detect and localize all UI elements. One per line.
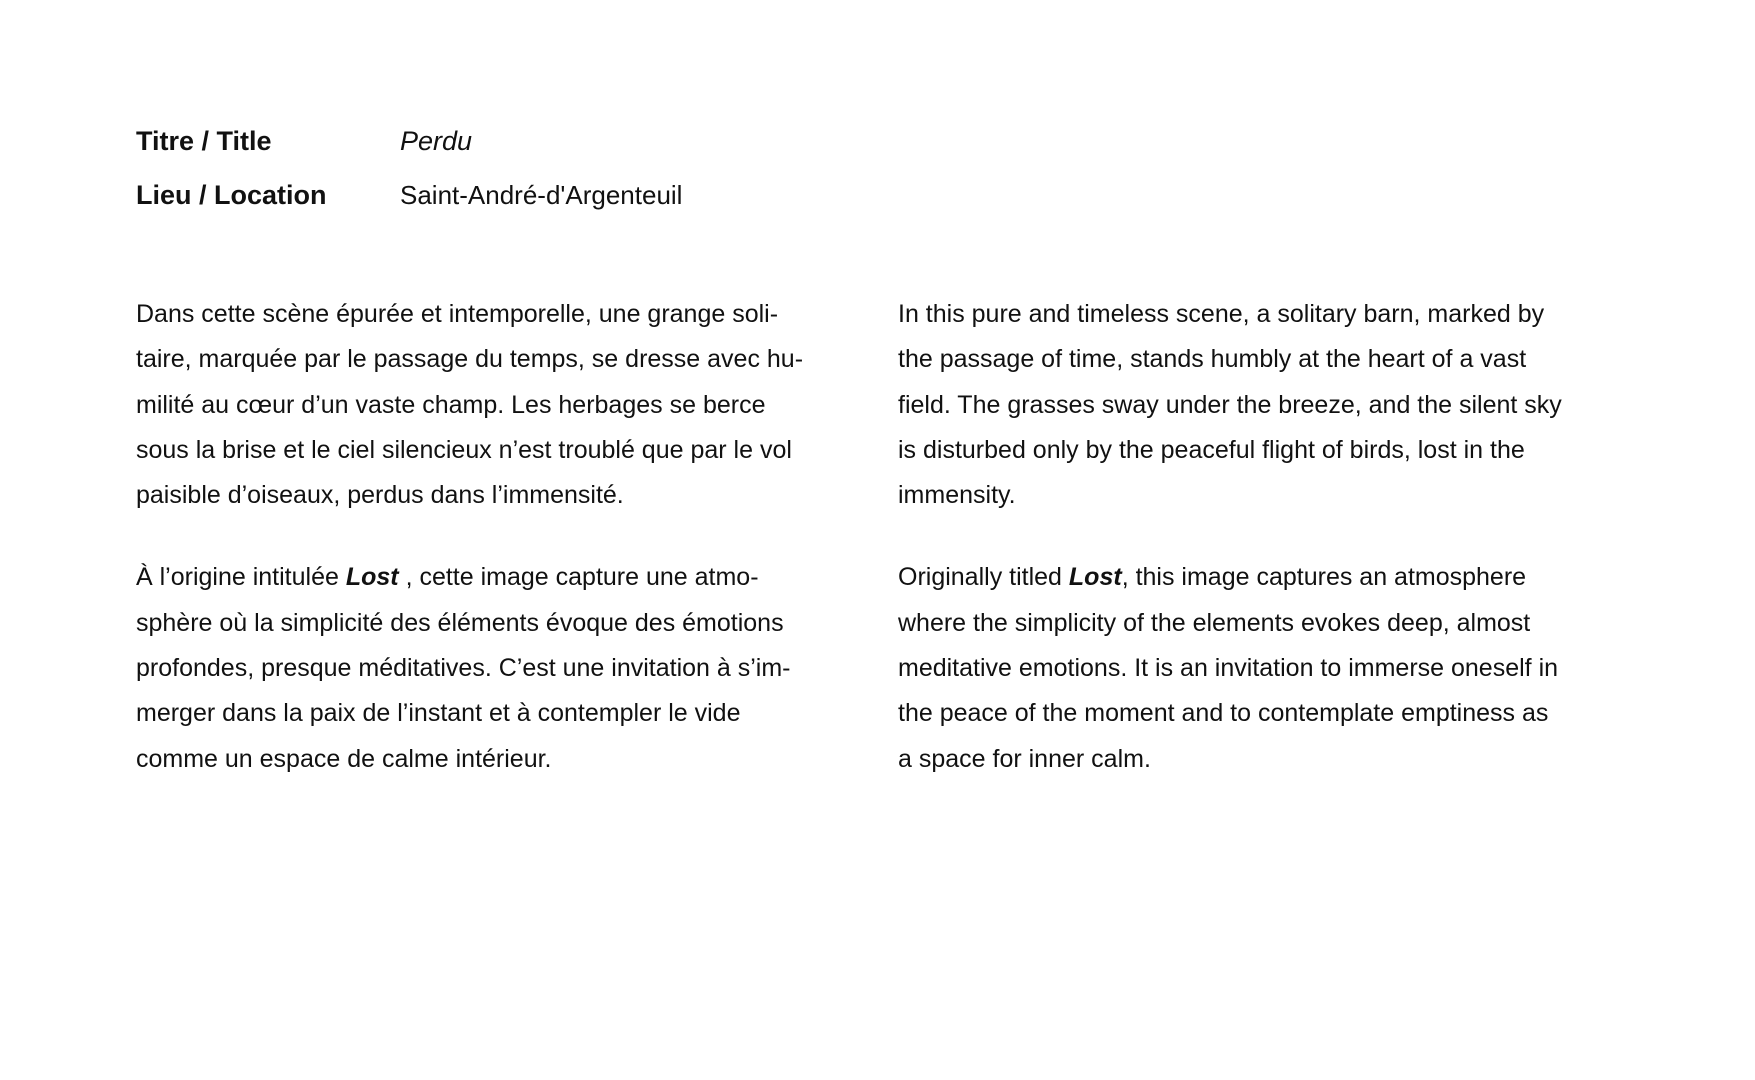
text-segment: Originally titled	[898, 563, 1069, 592]
text-line: meditative emotions. It is an invitation to immerse oneself in	[898, 654, 1559, 683]
location-label: Lieu / Location	[136, 180, 327, 210]
location-row	[136, 180, 682, 234]
text-line: the peace of the moment and to contemplate emptiness as	[898, 699, 1549, 728]
text-line: merger dans la paix de l’instant et à contempler le vide	[136, 699, 741, 728]
text-segment: , cette image capture une atmo-	[398, 563, 759, 592]
french-paragraph-1	[136, 292, 876, 518]
text-line: field. The grasses sway under the breeze, and the silent sky	[898, 390, 1562, 419]
text-line: profondes, presque méditatives. C’est une invitation à s’im-	[136, 654, 791, 683]
text-line: where the simplicity of the elements evokes deep, almost	[898, 608, 1531, 637]
text-line	[898, 555, 1638, 600]
text-line: milité au cœur d’un vaste champ. Les herbages se berce	[136, 390, 766, 419]
text-line	[136, 555, 876, 600]
english-paragraph-2	[898, 555, 1638, 781]
text-segment: À l’origine intitulée	[136, 563, 346, 592]
text-line: sphère où la simplicité des éléments évoque des émotions	[136, 608, 784, 637]
text-segment: , this image captures an atmosphere	[1121, 563, 1527, 592]
text-line: Dans cette scène épurée et intemporelle, une grange soli-	[136, 300, 779, 328]
text-line: taire, marquée par le passage du temps, se dresse avec hu-	[136, 345, 804, 374]
french-column	[136, 292, 876, 782]
text-line: a space for inner calm.	[898, 744, 1151, 773]
original-title-emphasis: Lost	[345, 563, 399, 592]
text-line: the passage of time, stands humbly at the heart of a vast	[898, 345, 1527, 374]
english-paragraph-1	[898, 292, 1638, 518]
artwork-metadata	[136, 126, 682, 234]
french-paragraph-2	[136, 555, 876, 781]
original-title-emphasis: Lost	[1068, 563, 1122, 592]
text-line: comme un espace de calme intérieur.	[136, 744, 552, 773]
text-line: sous la brise et le ciel silencieux n’est troublé que par le vol	[136, 435, 792, 464]
location-value: Saint-André-d'Argenteuil	[400, 180, 683, 210]
title-label: Titre / Title	[136, 126, 272, 156]
english-column	[898, 292, 1638, 782]
text-line: paisible d’oiseaux, perdus dans l’immensité.	[136, 481, 624, 510]
text-line: is disturbed only by the peaceful flight of birds, lost in the	[898, 435, 1525, 464]
title-row	[136, 126, 682, 180]
title-value: Perdu	[400, 126, 473, 156]
text-line: immensity.	[898, 481, 1016, 510]
text-line: In this pure and timeless scene, a solitary barn, marked by	[898, 300, 1545, 328]
